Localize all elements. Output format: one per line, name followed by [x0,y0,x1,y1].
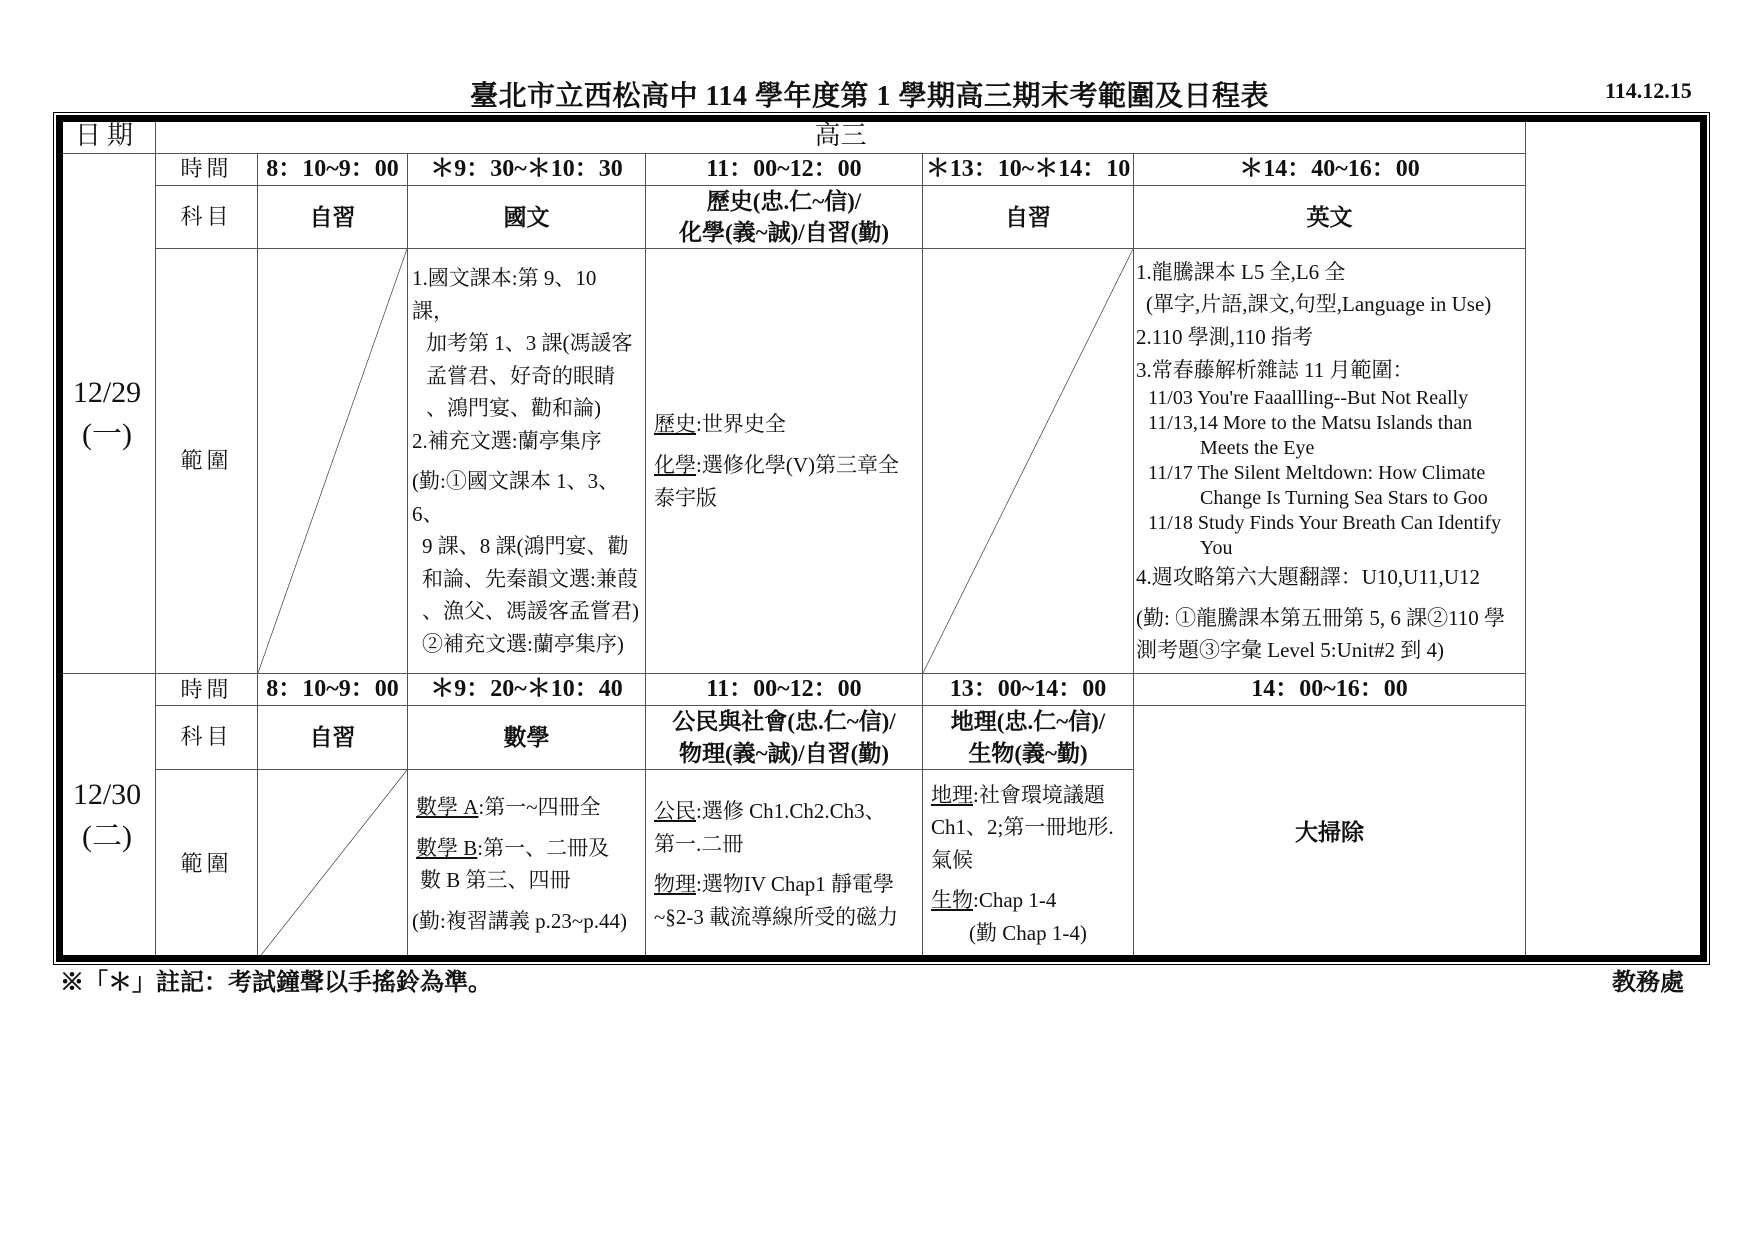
day1-subject-1: 自習 [258,186,408,249]
day2-date-cell [59,674,156,959]
scope-line: 2.補充文選:蘭亭集序 [412,428,602,453]
article-date: 11/13,14 [1148,412,1218,435]
day1-time-1: 8：10~9：00 [258,154,408,186]
scope-line: ②補充文選:蘭亭集序) [422,632,624,657]
day2-subject-5-cleanup: 大掃除 [1134,706,1526,959]
day2-scope-math [408,769,646,959]
article-title-cont: Meets the Eye [1200,437,1315,460]
day1-time-row [59,154,1526,186]
bio-text: :Chap 1-4 [973,888,1057,913]
chem-text-2: 泰宇版 [654,485,717,510]
scope-line: 1.國文課本:第 9、10 課， [412,266,597,323]
day1-scope-row [59,249,1526,674]
day2-subject-3 [646,706,923,769]
day2-time-4: 13：00~14：00 [923,674,1134,706]
scope-line: 孟嘗君、好奇的眼睛 [426,363,615,388]
subject-label: 科目 [156,706,258,769]
document-date: 114.12.15 [1605,78,1692,103]
day2-scope-geo-bio [923,769,1134,959]
day2-time-3: 11：00~12：00 [646,674,923,706]
day1-subject-4: 自習 [923,186,1134,249]
scope-line: 9 課、8 課(鴻門宴、勸 [422,534,629,559]
day2-subject-1: 自習 [258,706,408,769]
article-title-cont: You [1200,537,1233,560]
geo-text-3: 氣候 [931,847,973,872]
article-title: You're Faaallling--But Not Really [1197,387,1469,410]
subject-line: 生物(義~勤) [968,740,1088,766]
scope-line: 加考第 1、3 課(馮諼客 [426,331,633,356]
subject-line: 物理(義~誠)/自習(勤) [679,740,889,766]
day1-date: 12/29 [72,375,142,409]
scope-label: 範圍 [156,769,258,959]
geo-text: :社會環境議題 [973,782,1105,807]
article-date: 11/17 [1148,462,1193,485]
math-b-text-2: 數 B 第三、四冊 [420,868,571,893]
day1-time-2: ＊9：30~＊10：30 [408,154,646,186]
time-label: 時間 [156,154,258,186]
physics-text-2: ~§2-3 載流導線所受的磁力 [654,904,899,929]
scope-line: 、鴻門宴、勸和論) [426,396,601,421]
scope-line: 4.週攻略第六大題翻譯：U10,U11,U12 [1136,565,1480,590]
day1-scope-history-chem [646,249,923,674]
article-title: Study Finds Your Breath Can Identify [1197,512,1502,535]
article-list [1136,386,1521,561]
bio-label: 生物 [931,888,973,913]
scope-line: 3.常春藤解析雜誌 11 月範圍： [1136,357,1414,382]
geo-text-2: Ch1、2;第一冊地形. [931,815,1114,840]
scope-line: 、漁父、馮諼客孟嘗君) [422,599,639,624]
physics-label: 物理 [654,872,696,897]
article-item [1148,511,1521,536]
math-qin-text: (勤:複習講義 p.23~p.44) [412,908,627,933]
scope-line: (單字,片語,課文,句型,Language in Use) [1146,292,1492,317]
day2-weekday: (二) [82,820,132,854]
day2-subject-4 [923,706,1134,769]
day1-date-cell [59,154,156,674]
day1-time-4: ＊13：10~＊14：10 [923,154,1134,186]
diagonal-slash-icon [258,249,407,673]
article-title: The Silent Meltdown: How Climate [1197,462,1486,485]
day1-subject-2: 國文 [408,186,646,249]
math-a-label: 數學 A [416,794,479,819]
article-date: 11/18 [1148,512,1193,535]
day1-time-5: ＊14：40~16：00 [1134,154,1526,186]
footer-note: ※「＊」註記：考試鐘聲以手搖鈴為準。 [60,970,492,996]
subject-line: 化學(義~誠)/自習(勤) [679,220,889,246]
civics-text: :選修 Ch1.Ch2.Ch3、 [696,798,886,823]
subject-line: 公民與社會(忠.仁~信)/ [672,709,896,735]
math-b-text: :第一、二冊及 [477,835,610,860]
day2-time-row [59,674,1526,706]
scope-line: (勤: ①龍騰課本第五冊第 5, 6 課②110 學 [1136,605,1506,630]
day1-subject-3 [646,186,923,249]
chem-label: 化學 [654,453,696,477]
day1-time-3: 11：00~12：00 [646,154,923,186]
day1-subject-row [59,186,1526,249]
history-label: 歷史 [654,412,696,437]
article-item [1148,386,1521,411]
day2-subject-row [59,706,1526,769]
day1-scope-english [1134,249,1526,674]
scope-line: 2.110 學測,110 指考 [1136,324,1313,349]
article-date: 11/03 [1148,387,1193,410]
diagonal-slash-icon [258,770,407,959]
subject-line: 歷史(忠.仁~信)/ [706,189,862,215]
day1-scope-chinese [408,249,646,674]
scope-line: 和論、先秦韻文選:兼葭 [422,566,638,591]
footer-office: 教務處 [1612,970,1684,996]
history-text: :世界史全 [696,412,786,437]
physics-text: :選物IV Chap1 靜電學 [696,872,894,897]
date-header: 日期 [59,119,156,154]
day2-date: 12/30 [72,778,142,812]
scope-line: 1.龍騰課本 L5 全,L6 全 [1136,259,1346,284]
day1-subject-5: 英文 [1134,186,1526,249]
day2-time-5: 14：00~16：00 [1134,674,1526,706]
article-title-cont: Change Is Turning Sea Stars to Goo [1200,487,1488,510]
subject-line: 地理(忠.仁~信)/ [950,709,1106,735]
math-a-text: :第一~四冊全 [478,794,601,819]
day1-weekday: (一) [82,417,132,451]
civics-label: 公民 [654,798,696,823]
article-item [1148,461,1521,486]
math-b-label: 數學 B [416,835,478,860]
day1-scope-1-empty [258,249,408,674]
time-label: 時間 [156,674,258,706]
geo-label: 地理 [931,782,973,807]
day1-scope-4-empty [923,249,1134,674]
chem-text: :選修化學(V)第三章全 [696,453,899,477]
grade-header: 高三 [156,119,1526,154]
bio-text-2: (勤 Chap 1-4) [969,920,1087,945]
document-title: 臺北市立西松高中 114 學年度第 1 學期高三期末考範圍及日程表 [470,81,1269,112]
article-title: More to the Matsu Islands than [1222,412,1473,435]
civics-text-2: 第一.二冊 [654,831,744,856]
exam-schedule-table [58,118,1526,960]
day2-subject-2: 數學 [408,706,646,769]
day2-scope-civics-physics [646,769,923,959]
article-item [1148,411,1521,436]
day2-scope-1-empty [258,769,408,959]
scope-label: 範圍 [156,249,258,674]
scope-line: 測考題③字彙 Level 5:Unit#2 到 4) [1136,638,1444,663]
diagonal-slash-icon [923,249,1133,673]
subject-label: 科目 [156,186,258,249]
scope-line: (勤:①國文課本 1、3、6、 [412,469,620,526]
day2-time-1: 8：10~9：00 [258,674,408,706]
day2-time-2: ＊9：20~＊10：40 [408,674,646,706]
